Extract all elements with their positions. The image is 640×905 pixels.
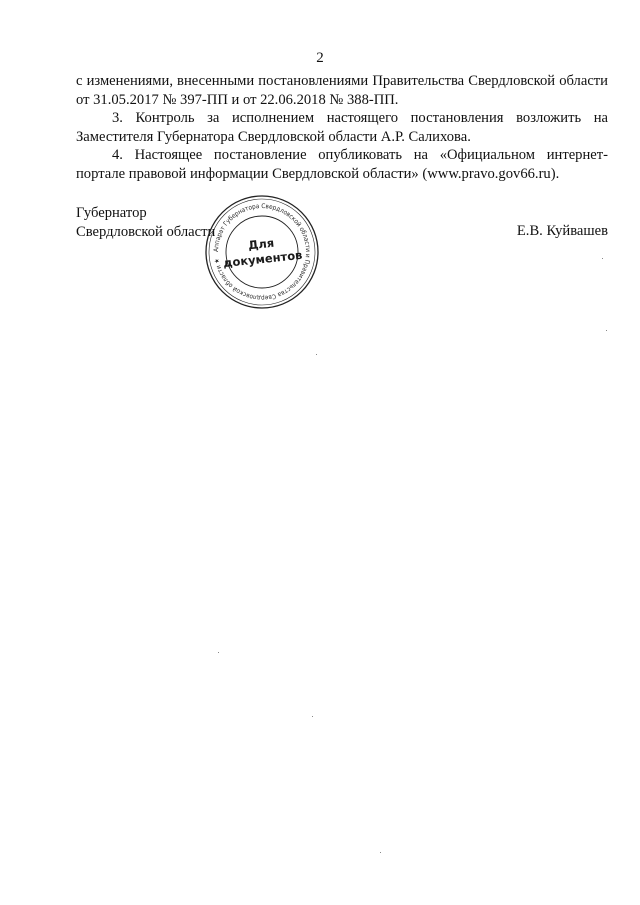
scan-speck bbox=[380, 852, 381, 853]
scan-speck bbox=[312, 716, 313, 717]
scan-speck bbox=[606, 330, 607, 331]
paragraph-continuation: с изменениями, внесенными постановлениями Правительства Свердловской области от 31.05.2017 № 397-ПП и от 22.06.2018 № 388-ПП. bbox=[76, 73, 608, 108]
scan-speck bbox=[602, 258, 603, 259]
paragraph-item-3: 3. Контроль за исполнением настоящего постановления возложить на Заместителя Губернатора Свердловской области А.Р. Салихова. bbox=[76, 110, 608, 145]
scan-speck bbox=[316, 354, 317, 355]
paragraph-item-4: 4. Настоящее постановление опубликовать на «Официальном интернет-портале правовой информации Свердловской области» (www.pravo.gov66.ru). bbox=[76, 147, 608, 182]
signatory-name: Е.В. Куйвашев bbox=[516, 223, 608, 239]
document-body bbox=[76, 72, 608, 184]
signatory-title bbox=[76, 204, 215, 241]
signatory-title-line-1: Губернатор bbox=[76, 205, 147, 221]
official-stamp bbox=[203, 193, 321, 311]
stamp-label-line-1: Для bbox=[247, 235, 275, 253]
page-number: 2 bbox=[316, 50, 324, 66]
scan-speck bbox=[218, 652, 219, 653]
stamp-ring-text: Аппарат Губернатора Свердловской области и Правительства Свердловской области ★ bbox=[211, 201, 313, 303]
signatory-title-line-2: Свердловской области bbox=[76, 223, 216, 240]
stamp-label-line-2: документов bbox=[222, 247, 303, 271]
